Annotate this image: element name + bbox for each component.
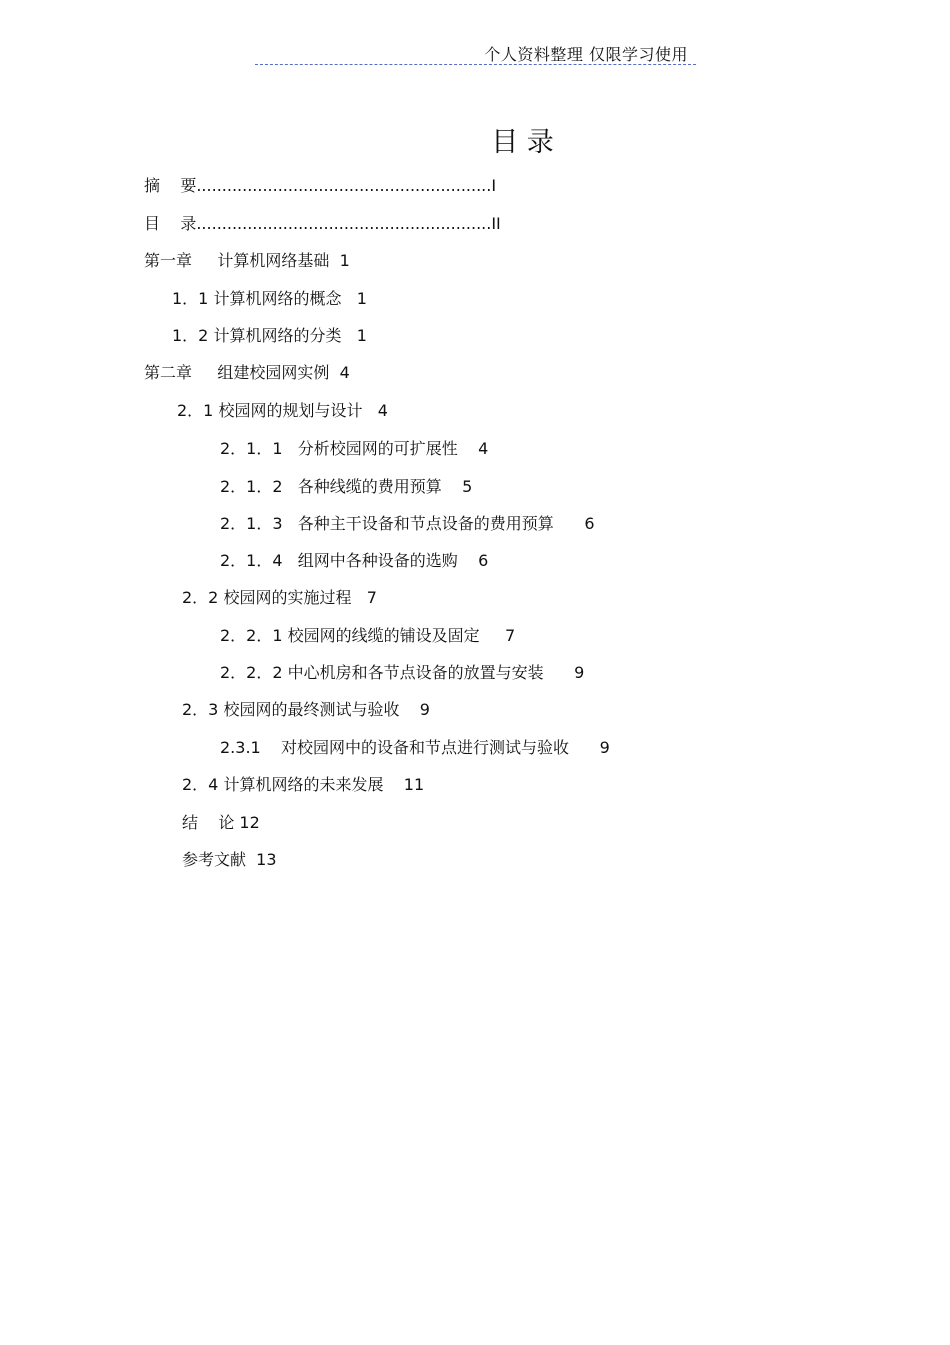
toc-entry-references: 参考文献 13 xyxy=(182,850,277,869)
toc-entry-2-2-1: 2．2．1 校园网的线缆的铺设及固定 7 xyxy=(220,626,516,645)
toc-entry-1-1: 1．1 计算机网络的概念 1 xyxy=(172,289,367,308)
toc-entry-contents: 目 录..........................................................II xyxy=(144,214,501,233)
toc-entry-2-2: 2．2 校园网的实施过程 7 xyxy=(182,588,377,607)
page-header xyxy=(255,42,696,65)
toc-entry-2-4: 2．4 计算机网络的未来发展 11 xyxy=(182,775,425,794)
toc-entry-2-1-3: 2．1．3 各种主干设备和节点设备的费用预算 6 xyxy=(220,514,595,533)
toc-entry-chapter-1: 第一章 计算机网络基础 1 xyxy=(144,251,350,270)
toc-title: 目 录 xyxy=(491,127,554,158)
toc-entry-2-1: 2．1 校园网的规划与设计 4 xyxy=(177,401,388,420)
toc-entry-2-3-1: 2.3.1 对校园网中的设备和节点进行测试与验收 9 xyxy=(220,738,610,757)
header-text: 个人资料整理 仅限学习使用 xyxy=(484,45,688,64)
toc-entry-2-1-2: 2．1．2 各种线缆的费用预算 5 xyxy=(220,477,473,496)
toc-entry-2-2-2: 2．2．2 中心机房和各节点设备的放置与安装 9 xyxy=(220,663,585,682)
toc-entry-2-1-4: 2．1．4 组网中各种设备的选购 6 xyxy=(220,551,489,570)
toc-entry-conclusion: 结 论 12 xyxy=(182,813,260,832)
toc-entry-chapter-2: 第二章 组建校园网实例 4 xyxy=(144,363,350,382)
toc-entry-1-2: 1．2 计算机网络的分类 1 xyxy=(172,326,367,345)
toc-entry-2-3: 2．3 校园网的最终测试与验收 9 xyxy=(182,700,430,719)
toc-entry-2-1-1: 2．1．1 分析校园网的可扩展性 4 xyxy=(220,439,489,458)
toc-entry-abstract: 摘 要..........................................................I xyxy=(144,176,497,195)
